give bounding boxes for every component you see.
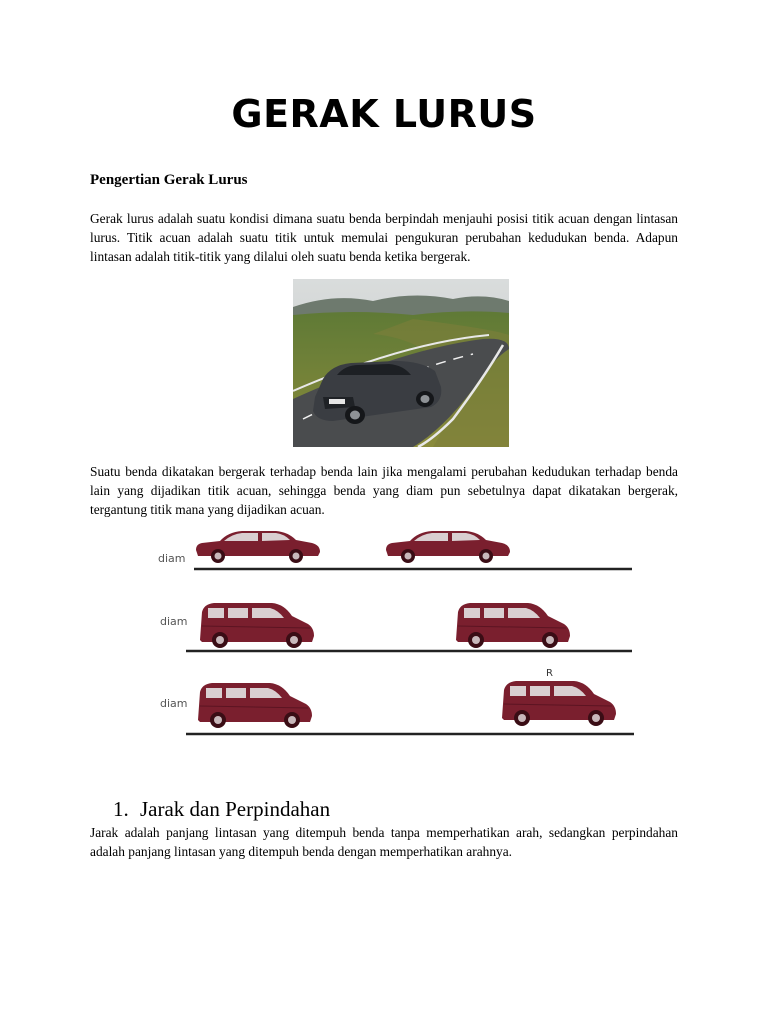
diam-label-3: diam [160,697,188,710]
section-number: 1. [113,797,129,821]
road-car-photo [293,279,509,447]
section-title: Jarak dan Perpindahan [140,797,331,821]
diam-label-1: diam [158,552,186,565]
sedan-car-left [196,531,320,563]
paragraph-relative-motion: Suatu benda dikatakan bergerak terhadap benda lain jika mengalami perubahan kedudukan terhadap benda lain yang dijadikan titik acuan, sehingga benda yang diam pun sebetulnya dapat dikatakan bergerak, tergantung titik mana yang dijadikan acuan. [90,464,678,517]
marker-r-label: R [546,668,553,679]
subheading: Pengertian Gerak Lurus [90,172,248,188]
sedan-car-right [386,531,510,563]
relative-motion-diagram [150,522,640,744]
van-car-left [200,603,314,648]
van-car-right [456,603,570,648]
paragraph-distance-displacement: Jarak adalah panjang lintasan yang ditempuh benda tanpa memperhatikan arah, sedangkan perpindahan adalah panjang lintasan yang ditempuh benda dengan memperhatikan arahnya. [90,825,678,859]
minivan-car-left [198,683,312,728]
paragraph-definition: Gerak lurus adalah suatu kondisi dimana suatu benda berpindah menjauhi posisi titik acuan dengan lintasan lurus. Titik acuan adalah suatu titik untuk memulai pengukuran perubahan kedudukan benda. Adapun lintasan adalah titik-titik yang dilalui oleh suatu benda ketika bergerak. [90,211,678,264]
minivan-car-right [502,681,616,726]
section-heading [113,797,330,822]
page-title: GERAK LURUS [231,92,537,136]
diam-label-2: diam [160,615,188,628]
